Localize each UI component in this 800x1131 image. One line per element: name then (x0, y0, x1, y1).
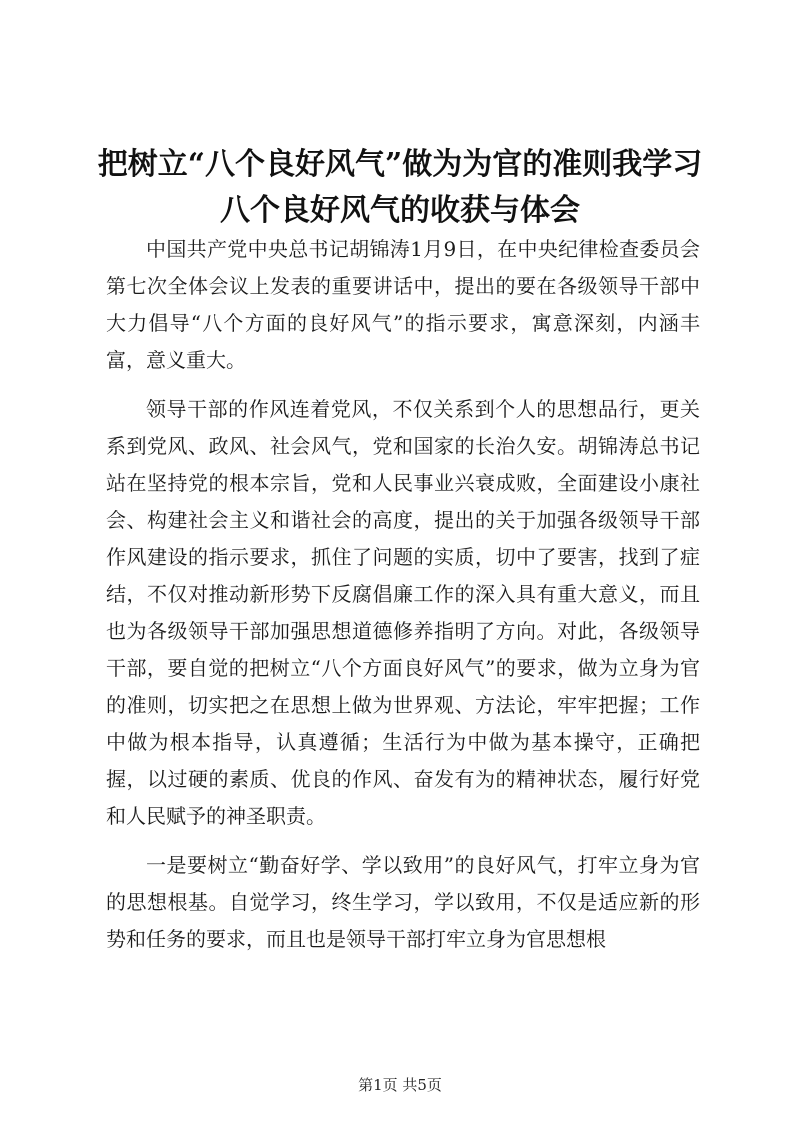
document-body (106, 231, 700, 970)
paragraph-1: 中国共产党中央总书记胡锦涛1月9日，在中央纪律检查委员会第七次全体会议上发表的重要讲话中，提出的要在各级领导干部中大力倡导“八个方面的良好风气”的指示要求，寓意深刻，内涵丰富，意义重大。 (106, 237, 700, 372)
paragraph-2: 领导干部的作风连着党风，不仅关系到个人的思想品行，更关系到党风、政风、社会风气，党和国家的长治久安。胡锦涛总书记站在坚持党的根本宗旨，党和人民事业兴衰成败，全面建设小康社会、构建社会主义和谐社会的高度，提出的关于加强各级领导干部作风建设的指示要求，抓住了问题的实质，切中了要害，找到了症结，不仅对推动新形势下反腐倡廉工作的深入具有重大意义，而且也为各级领导干部加强思想道德修养指明了方向。对此，各级领导干部，要自觉的把树立“八个方面良好风气”的要求，做为立身为官的准则，切实把之在思想上做为世界观、方法论，牢牢把握；工作中做为根本指导，认真遵循；生活行为中做为基本操守，正确把握，以过硬的素质、优良的作风、奋发有为的精神状态，履行好党和人民赋予的神圣职责。 (106, 397, 700, 828)
paragraph-3: 一是要树立“勤奋好学、学以致用”的良好风气，打牢立身为官的思想根基。自觉学习，终生学习，学以致用，不仅是适应新的形势和任务的要求，而且也是领导干部打牢立身为官思想根 (106, 853, 700, 951)
page-number-footer: 第1页 共5页 (358, 1076, 442, 1094)
document-title: 把树立“八个良好风气”做为为官的准则我学习八个良好风气的收获与体会 (97, 147, 703, 228)
